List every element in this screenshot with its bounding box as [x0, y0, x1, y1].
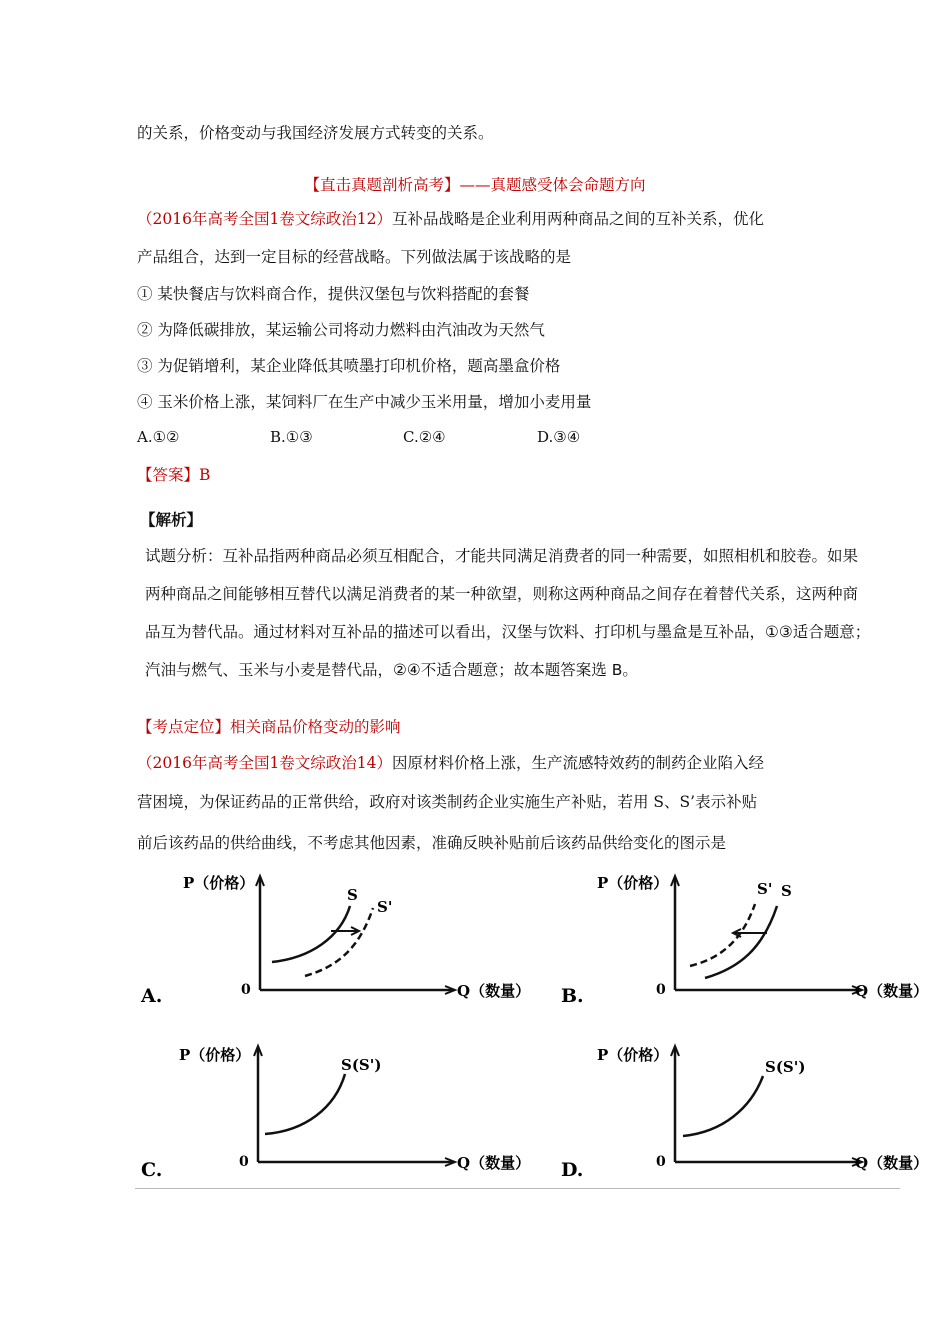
graph-a-letter: A. — [141, 985, 163, 1007]
q1-answer — [137, 465, 210, 485]
graph-c-y-label: P（价格） — [179, 1046, 251, 1064]
graph-a-label-s-prime: S' — [377, 898, 393, 916]
graph-d-x-label: Q（数量） — [855, 1154, 929, 1172]
q1-analysis-line3: 品互为替代品。通过材料对互补品的描述可以看出，汉堡与饮料、打印机与墨盒是互补品，①③适合题意； — [145, 623, 871, 641]
graph-b-y-label: P（价格） — [597, 874, 669, 892]
graph-d-letter: D. — [561, 1159, 584, 1181]
graph-b-x-label: Q（数量） — [855, 982, 929, 1000]
graph-a-curve-s — [272, 906, 350, 962]
graph-d — [555, 1036, 929, 1186]
q1-item-4: ④ 玉米价格上涨，某饲料厂在生产中减少玉米用量，增加小麦用量 — [137, 393, 592, 411]
graph-a-label-s: S — [347, 886, 358, 904]
graph-d-label: S(S') — [765, 1058, 806, 1076]
q2-stem-line1 — [137, 753, 764, 773]
q1-kaodian-value: 相关商品价格变动的影响 — [230, 718, 401, 736]
q1-choice-a: A.①② — [137, 428, 180, 446]
graph-c-label: S(S') — [341, 1056, 382, 1074]
q1-stem-line1 — [137, 209, 764, 229]
intro-line: 的关系，价格变动与我国经济发展方式转变的关系。 — [137, 124, 494, 142]
q1-stem-text: 互补品战略是企业利用两种商品之间的互补关系，优化 — [392, 210, 765, 228]
graph-c-letter: C. — [141, 1159, 163, 1181]
graph-c-x-label: Q（数量） — [457, 1154, 531, 1172]
graph-a — [135, 866, 531, 1016]
graph-b-curve-s — [705, 906, 777, 978]
graph-d-curve — [683, 1076, 763, 1136]
graph-d-y-label: P（价格） — [597, 1046, 669, 1064]
q2-stem-line3: 前后该药品的供给曲线，不考虑其他因素，准确反映补贴前后该药品供给变化的图示是 — [137, 834, 727, 852]
q1-item-1: ① 某快餐店与饮料商合作，提供汉堡包与饮料搭配的套餐 — [137, 285, 530, 303]
graph-a-origin: 0 — [241, 982, 251, 998]
q1-item-2: ② 为降低碳排放，某运输公司将动力燃料由汽油改为天然气 — [137, 321, 545, 339]
section-heading: 【直击真题剖析高考】——真题感受体会命题方向 — [304, 176, 646, 194]
graph-a-curve-s-prime — [305, 908, 373, 976]
q1-choice-c: C.②④ — [403, 428, 446, 446]
q1-answer-label: 【答案】 — [137, 466, 200, 484]
q2-stem-text: 因原材料价格上涨，生产流感特效药的制药企业陷入经 — [392, 754, 765, 772]
graph-c-origin: 0 — [239, 1154, 249, 1170]
supply-graphs-figure — [135, 866, 929, 1189]
graph-b-origin: 0 — [656, 982, 666, 998]
q2-stem-line2: 营困境，为保证药品的正常供给，政府对该类制药企业实施生产补贴，若用 S、S’表示补贴 — [137, 793, 758, 811]
q1-source: （2016年高考全国1卷文综政治12） — [137, 210, 393, 228]
graph-c-curve — [265, 1074, 345, 1134]
q1-answer-value: B — [199, 466, 211, 484]
q1-item-3: ③ 为促销增利，某企业降低其喷墨打印机价格，题高墨盒价格 — [137, 357, 561, 375]
q1-analysis-line2: 两种商品之间能够相互替代以满足消费者的某一种欲望，则称这两种商品之间存在着替代关系，这两种商 — [145, 585, 859, 603]
q1-choice-b: B.①③ — [270, 428, 313, 446]
q1-analysis-label: 【解析】 — [140, 511, 203, 529]
q1-kaodian-label: 【考点定位】 — [137, 718, 231, 736]
graph-a-x-label: Q（数量） — [457, 982, 531, 1000]
graph-c — [135, 1036, 531, 1186]
graph-b-label-s-prime: S' — [757, 880, 773, 898]
q1-choice-d: D.③④ — [537, 428, 581, 446]
q1-stem-line2: 产品组合，达到一定目标的经营战略。下列做法属于该战略的是 — [137, 248, 572, 266]
q1-kaodian — [137, 717, 401, 737]
q2-source: （2016年高考全国1卷文综政治14） — [137, 754, 393, 772]
q1-analysis-line1: 试题分析：互补品指两种商品必须互相配合，才能共同满足消费者的同一种需要，如照相机和胶卷。如果 — [145, 547, 859, 565]
graph-b-label-s: S — [781, 882, 792, 900]
graph-a-y-label: P（价格） — [183, 874, 255, 892]
graph-b-letter: B. — [561, 985, 584, 1007]
graph-b — [555, 866, 929, 1016]
q1-analysis-line4: 汽油与燃气、玉米与小麦是替代品，②④不适合题意；故本题答案选 B。 — [145, 661, 638, 679]
graph-d-origin: 0 — [656, 1154, 666, 1170]
